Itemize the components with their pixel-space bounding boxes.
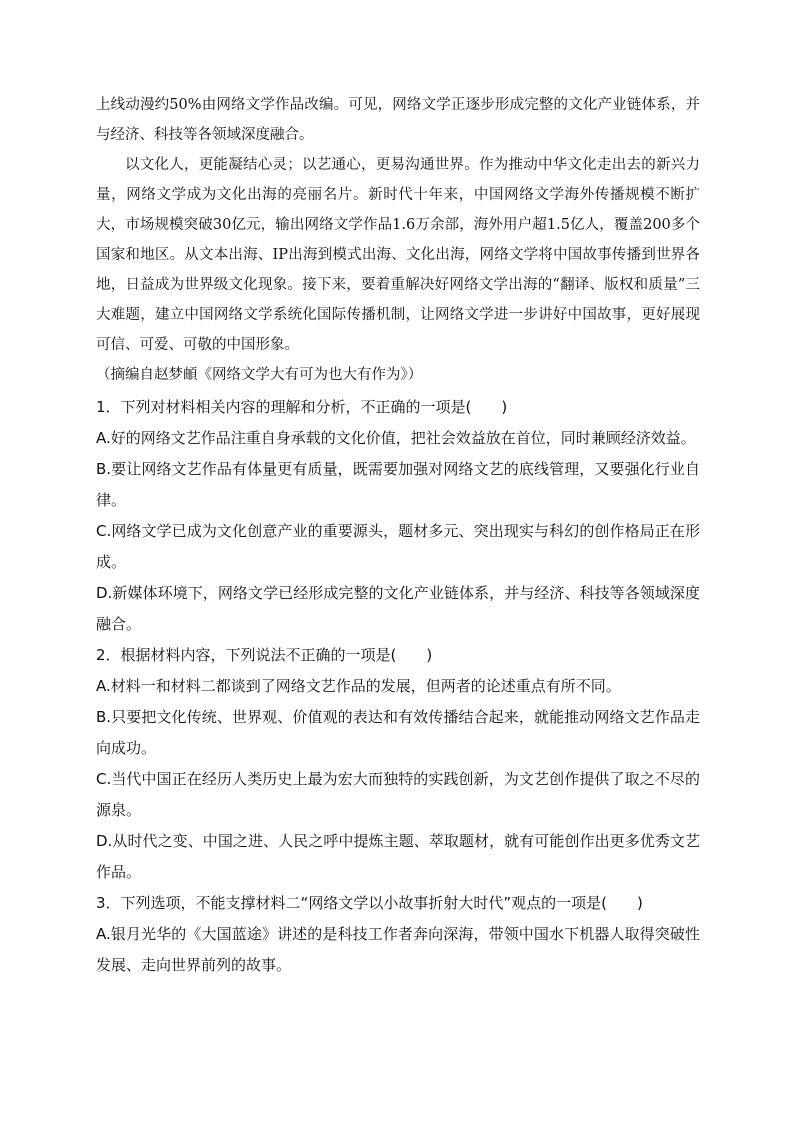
option-a: A.材料一和材料二都谈到了网络文艺作品的发展，但两者的论述重点有所不同。 xyxy=(96,677,621,695)
option-d: D.从时代之变、中国之进、人民之呼中提炼主题、萃取题材，就有可能创作出更多优秀文艺作品。 xyxy=(96,832,700,881)
option-c: C.网络文学已成为文化创意产业的重要源头，题材多元、突出现实与科幻的创作格局正在形成。 xyxy=(96,522,700,571)
passage-paragraph-1: 上线动漫约50%由网络文学作品改编。可见，网络文学正逐步形成完整的文化产业链体系，并与经济、科技等各领域深度融合。 xyxy=(96,97,700,143)
question-stem: 2．根据材料内容，下列说法不正确的一项是( ) xyxy=(96,646,433,664)
reading-passage xyxy=(96,90,700,390)
question-list xyxy=(96,392,700,981)
passage-paragraph-2: 以文化人，更能凝结心灵；以艺通心，更易沟通世界。作为推动中华文化走出去的新兴力量，网络文学成为文化出海的亮丽名片。新时代十年来，中国网络文学海外传播规模不断扩大，市场规模突破30亿元，输出网络文学作品1.6万余部，海外用户超1.5亿人，覆盖200多个国家和地区。从文本出海、IP出海到模式出海、文化出海，网络文学将中国故事传播到世界各地，日益成为世界级文化现象。接下来，要着重解决好网络文学出海的“翻译、版权和质量”三大难题，建立中国网络文学系统化国际传播机制，让网络文学进一步讲好中国故事，更好展现可信、可爱、可敬的中国形象。 xyxy=(96,157,700,353)
page-content xyxy=(96,90,700,981)
question-stem: 1．下列对材料相关内容的理解和分析，不正确的一项是( ) xyxy=(96,398,508,416)
option-a: A.银月光华的《大国蓝途》讲述的是科技工作者奔向深海，带领中国水下机器人取得突破性发展、走向世界前列的故事。 xyxy=(96,925,700,974)
question-1 xyxy=(96,392,700,640)
question-stem: 3．下列选项，不能支撑材料二“网络文学以小故事折射大时代”观点的一项是( ) xyxy=(96,894,643,912)
option-b: B.只要把文化传统、世界观、价值观的表达和有效传播结合起来，就能推动网络文艺作品走向成功。 xyxy=(96,708,700,757)
option-a: A.好的网络文艺作品注重自身承载的文化价值，把社会效益放在首位，同时兼顾经济效益。 xyxy=(96,429,696,447)
question-3 xyxy=(96,888,700,981)
option-c: C.当代中国正在经历人类历史上最为宏大而独特的实践创新，为文艺创作提供了取之不尽的源泉。 xyxy=(96,770,700,819)
option-d: D.新媒体环境下，网络文学已经形成完整的文化产业链体系，并与经济、科技等各领域深度融合。 xyxy=(96,584,700,633)
option-b: B.要让网络文艺作品有体量更有质量，既需要加强对网络文艺的底线管理，又要强化行业自律。 xyxy=(96,460,700,509)
question-2 xyxy=(96,640,700,888)
passage-source: （摘编自赵梦頔《网络文学大有可为也大有作为》） xyxy=(96,367,423,383)
